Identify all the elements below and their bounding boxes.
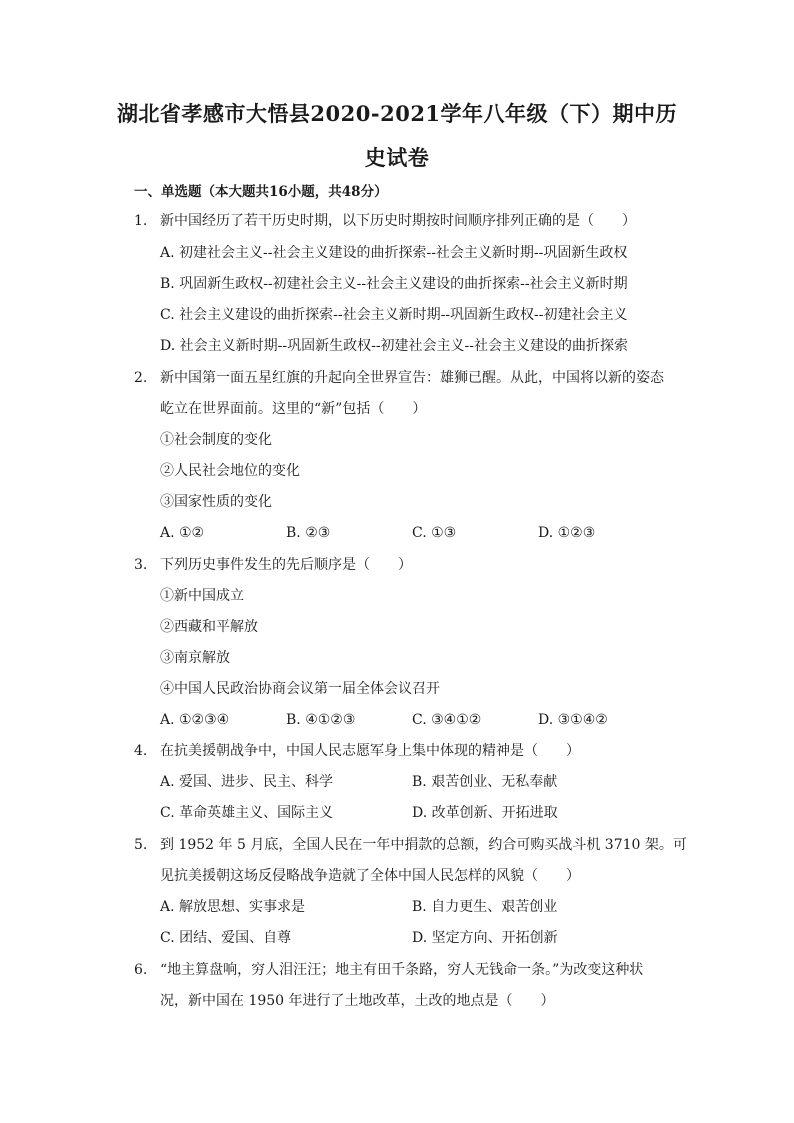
option-d: D. 改革创新、开拓进取 <box>412 805 558 821</box>
question-stem: 下列历史事件发生的先后顺序是（ ） <box>160 557 412 573</box>
statement-2: ②人民社会地位的变化 <box>160 463 300 479</box>
option-c: C. ①③ <box>412 525 457 541</box>
option-a: A. ①② <box>160 525 205 541</box>
option-b: B. 艰苦创业、无私奉献 <box>412 774 558 790</box>
page-title-line2: 史试卷 <box>364 145 430 170</box>
option-a: A. 爱国、进步、民主、科学 <box>160 774 334 790</box>
question-stem: 新中国经历了若干历史时期，以下历史时期按时间顺序排列正确的是（ ） <box>160 213 636 229</box>
question-number: 6. <box>134 962 148 978</box>
question-stem: 在抗美援朝战争中，中国人民志愿军身上集中体现的精神是（ ） <box>160 743 580 759</box>
statement-3: ③南京解放 <box>160 650 230 666</box>
option-c: C. 社会主义建设的曲折探索--社会主义新时期--巩固新生政权--初建社会主义 <box>160 307 628 323</box>
option-d: D. 坚定方向、开拓创新 <box>412 930 558 946</box>
question-stem: 新中国第一面五星红旗的升起向全世界宣告：雄狮已醒。从此，中国将以新的姿态 <box>160 370 664 386</box>
statement-1: ①新中国成立 <box>160 588 244 604</box>
option-d: D. ①②③ <box>538 525 596 541</box>
option-c: C. 团结、爱国、自尊 <box>160 930 292 946</box>
statement-1: ①社会制度的变化 <box>160 432 272 448</box>
option-c: C. ③④①② <box>412 712 482 728</box>
option-a: A. 解放思想、实事求是 <box>160 899 306 915</box>
question-number: 2. <box>134 370 148 386</box>
question-number: 3. <box>134 557 148 573</box>
question-stem: 况，新中国在 1950 年进行了土地改革，土改的地点是（ ） <box>160 993 555 1009</box>
statement-2: ②西藏和平解放 <box>160 619 258 635</box>
question-stem: 屹立在世界面前。这里的“新”包括（ ） <box>160 401 427 417</box>
question-number: 5. <box>134 837 148 853</box>
option-d: D. 社会主义新时期--巩固新生政权--初建社会主义--社会主义建设的曲折探索 <box>160 338 629 354</box>
question-number: 1. <box>134 213 148 229</box>
option-d: D. ③①④② <box>538 712 608 728</box>
option-b: B. 巩固新生政权--初建社会主义--社会主义建设的曲折探索--社会主义新时期 <box>160 276 628 292</box>
option-a: A. ①②③④ <box>160 712 230 728</box>
question-stem: 到 1952 年 5 月底，全国人民在一年中捐款的总额，约合可购买战斗机 3710 架。可 <box>160 837 687 853</box>
option-a: A. 初建社会主义--社会主义建设的曲折探索--社会主义新时期--巩固新生政权 <box>160 245 628 261</box>
statement-4: ④中国人民政治协商会议第一届全体会议召开 <box>160 681 440 697</box>
page-title-line1: 湖北省孝感市大悟县2020-2021学年八年级（下）期中历 <box>116 101 678 126</box>
section-heading: 一、单选题（本大题共16小题，共48分） <box>134 184 388 200</box>
option-b: B. 自力更生、艰苦创业 <box>412 899 558 915</box>
option-c: C. 革命英雄主义、国际主义 <box>160 805 334 821</box>
option-b: B. ④①②③ <box>286 712 356 728</box>
option-b: B. ②③ <box>286 525 331 541</box>
statement-3: ③国家性质的变化 <box>160 494 272 510</box>
question-number: 4. <box>134 743 148 759</box>
question-stem: “地主算盘响，穷人泪汪汪；地主有田千条路，穷人无钱命一条。”为改变这种状 <box>160 962 644 978</box>
question-stem: 见抗美援朝这场反侵略战争造就了全体中国人民怎样的风貌（ ） <box>160 868 580 884</box>
